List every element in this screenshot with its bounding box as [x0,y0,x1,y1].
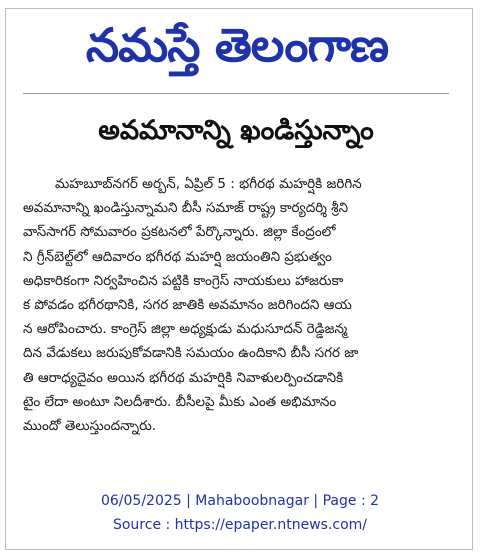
article-line: దిన వేడుకలు జరుపుకోవడానికి సమయం ఉందికాని బీసీ సగర జా [23,345,359,362]
article-line: ని గ్రీన్‌బెల్ట్‌లో ఆదివారం భగీరథ మహర్షి జయంతిని ప్రభుత్వం [23,248,332,265]
article-line: క పోవడం భగీరథానికి, సగర జాతికి అవమానం జరిగిందని ఆయ [23,296,352,313]
article-line: టైం లేదా అంటూ నిలదీశారు. బీసీలపై మీకు ఎంత అభిమానం [23,393,337,410]
newspaper-masthead: నమస్తే తెలంగాణ [85,18,389,72]
publication-date-line: 06/05/2025 | Mahaboobnagar | Page : 2 [100,493,380,509]
article-body [23,172,453,438]
article-line: అధికారికంగా నిర్వహించిన పట్టికి కాంగ్రెస్ నాయకులు హాజరుకా [23,272,344,289]
article-line: అవమానాన్ని ఖండిస్తున్నామని బీసీ సమాజ్ రాష్ట్ర కార్యదర్శి శ్రీని [23,200,349,217]
source-line: Source : https://epaper.ntnews.com/ [112,517,368,533]
article-line: తి ఆరాధ్యదైవం అయిన భగీరథ మహర్షికి నివాళులర్పించడానికి [23,369,344,386]
article-line: మహబూబ్‌నగర్ అర్బన్, ఏప్రిల్ 5 : భగీరథ మహర్షికి జరిగిన [55,176,362,192]
article-line: ముందో తెలుస్తుందన్నారు. [23,417,157,434]
article-line: న ఆరోపించారు. కాంగ్రెస్ జిల్లా అధ్యక్షుడు మధుసూదన్ రెడ్డిజన్మ [23,321,348,338]
masthead-divider [23,93,449,94]
article-line: వాస్‌సాగర్ సోమవారం ప్రకటనలో పేర్కొన్నారు. జిల్లా కేంద్రంలో [23,224,336,241]
article-headline: అవమానాన్ని ఖండిస్తున్నాం [98,115,374,146]
